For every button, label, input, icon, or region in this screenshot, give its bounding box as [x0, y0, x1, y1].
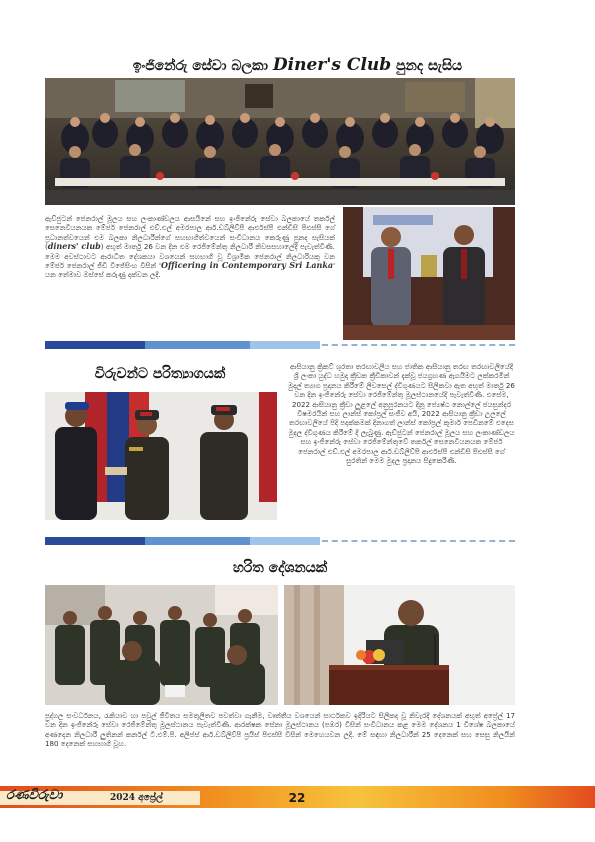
lecture-title: Officering in Contemporary Sri Lanka	[161, 260, 334, 271]
green-lecture-heading: හරිත දේශනයක්	[232, 560, 328, 576]
page-number: 22	[288, 791, 306, 805]
diners-club-heading	[40, 55, 555, 75]
divider-bar-1-light	[145, 341, 250, 349]
plaque-photo-graphic	[343, 207, 515, 340]
diners-club-paragraph-3: ' යන තේමාව ඔස්සේ කරුණු දක්වන ලදී.	[45, 261, 336, 280]
divider-bar-2	[45, 537, 145, 545]
divider-dash-1	[322, 344, 515, 346]
plaque-presentation-photo	[343, 207, 515, 340]
heading-sinhala-prefix: ඉංජිනේරු සේවා බලකා	[132, 58, 269, 74]
divider-bar-2-light	[145, 537, 250, 545]
rewards-heading: විරුවන්ට පරිත්‍යාගයක්	[94, 366, 226, 382]
heading-english-diners-club: Diner's Club	[272, 55, 392, 75]
award-presentation-photo	[45, 392, 277, 520]
audience-photo-graphic	[45, 78, 515, 205]
diners-club-paragraph-1: ඇඩ්ජුටන් ජෙනරාල් මූලය සහ ලංකාණ්ඩලය ආසයිනේ සහ ඉංජිනේරු සේවා බලකායේ තර්කල් සෙනෙවියනයක මේජර් ජෙනරාල් එච්.එල් අමරපාල ආර්.ඩබ්ලිව්පී ආර්එස්පී එන්ඩීසි පීඑස්සී ගේ ප්‍රධානත්වයෙන් එම බලකා නිලධාරීන්ගේ සහභාගීත්වයෙන් සංවිධානය කෙරුණු පුනද සැසියක් (	[45, 214, 335, 252]
magazine-logo: රණවිරුවා	[6, 788, 63, 803]
diners-club-text	[45, 214, 335, 280]
issue-date: 2024 අප්‍රේල්	[110, 793, 163, 803]
soldiers-seated-photo	[45, 585, 278, 705]
award-photo-graphic	[45, 392, 277, 520]
soldiers-photo-graphic	[45, 585, 278, 705]
diners-club-english-term: diners' club	[47, 241, 101, 252]
divider-bar-1	[45, 341, 145, 349]
rewards-text: ආසියානු ක්‍රිකට් ශූරතා තරඟාවලිය සහ ජාතික ආසියානු තරඟ තරඟාවලියේදී ශ්‍රී ලංකා යුද්ධ හමුදා ක්‍රීඩක ක්‍රීඩිකාවන් දැක්වූ ජයග්‍රහණ ඇගයීමට ලක්කරමින් මුදල් ත්‍යාග ප්‍රදානය කිරීමේ ලිවසෙල් ද්විගුණයට සිලිකවා ඇත අභුත් මාර්තු 26 වන දින ඉංජිනේරු සේවා රෙජිමේන්තු මූලස්ථානයේදී පැවැත්විණි. එසේම, 2022 ආසියානු ක්‍රීඩා ලුළලේ අනුපුරනයට දිනූ ජ්‍යෙෂ්ඨ නොල්ලේ ජයසුන්දර විෂමරයින් සහ ලාන්ස් කෝප්‍රල් සංජීව අයි, 2022 ආසියානු ක්‍රීඩා උලලේ තරඟාවලියේ පිදි පදක්කමක් දිනාගත් ලාන්ස් කෝප්‍රල් කූමාර් පෙඩිනමේ එදෙස මුදල ද්විගුණය කිරීමේ දී ලැබුණු. ඇඩ්ජුටන් ජෙනරාල් මූලය සහ ලංකාණ්ඩලය සහ ඉංජිනේරු සේවා රෙජිමේන්තුවේ තර්කල් සෙනෙවියනයක මේජර් ජෙනරාල් එච්.එල් අමරපාල ආර්.ඩබ්ලිව්පී ආර්එස්පී එන්ඩීසි පීඑස්සී ගේ සුරතින් මෙම මුදල ප්‍රදානය සිදුකෙරිණි.	[288, 362, 515, 466]
audience-photo	[45, 78, 515, 205]
divider-bar-1-lighter	[250, 341, 320, 349]
speaker-at-podium-photo	[284, 585, 515, 705]
green-lecture-text: පුද්ගල සංවර්ධනය, රැකියාව හා පවුල් ජීවිතය සමතුලිතව පවත්වා ගැනීම, වෘත්තීය වශයෙන් සාර්ථකව ඉදිරියට සිලිකද වූ නිවැරදි දේශනයක් අභුත් අප්‍රේල් 17 වන දින ඉංජිනේරු සේවා රෙජිමේන්තු මූලස්ථානය පැවැත්විණි. ආරක්ෂක සේනා මූලස්ථානය (පඹර) විසින් සංවිධානය කළ මෙම දේශනය 1 විශේෂ බලකායේ අණදෙන නිලධාරී ලුතිනන් කර්නල් ටී.එම්.පී. අලිප්ස් ආර්.ඩබ්ලිව්පී ප්‍රයිස් පීඑස්සී විසින් මෙහෙයවන ලදී. මේ සඳහා නිලධාරීන් 25 දෙනෙක් සහ සෙසු නිලයින් 180 දෙනෙක් සහභාගි වූහ.	[45, 711, 515, 749]
speaker-photo-graphic	[284, 585, 515, 705]
diners-club-paragraph-2: ) අභුත් මාර්තු 26 වන දින එම රෙජිමේන්තු නිලධාරී නිවසසහාලේදී පැවැත්විණි. මෙම අවස්ථාවට ආරාධිත දේශකයා වශයෙන් සහභාගී වූ විශ්‍රාමික ජෙනරාල් නිලධාරියකු වන මේජර් ජෙනරාල් ජීඩී විජේසිංහ විසින් '	[45, 242, 336, 271]
heading-sinhala-suffix: පුනද සැසිය	[396, 58, 463, 74]
divider-dash-2	[322, 540, 515, 542]
divider-bar-2-lighter	[250, 537, 320, 545]
